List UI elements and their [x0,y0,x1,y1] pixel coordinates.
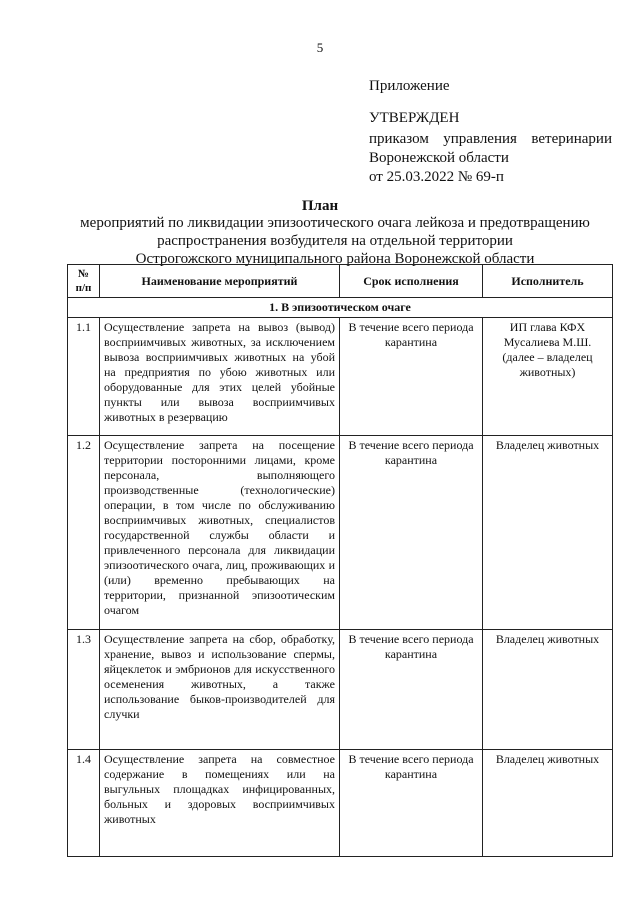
order-line-3: от 25.03.2022 № 69-п [369,169,504,185]
plan-title: План [301,198,339,214]
header-executor: Исполнитель [483,265,613,298]
row-activity: Осуществление запрета на совместное содержание в помещениях или на выгульных площадках инфицированных, больных и здоровых восприимчивых животных [100,750,340,857]
row-activity: Осуществление запрета на вывоз (вывод) восприимчивых животных, за исключением вывоза восприимчивых животных на убой на предприятия по убою животных или оборудованные для этих целей убойные пункты или вывоза восприимчивых животных в резервацию [100,318,340,436]
page-number: 5 [316,40,324,55]
table-row [68,630,613,750]
row-num: 1.3 [68,630,100,750]
row-term: В течение всего периода карантина [340,630,483,750]
row-num: 1.2 [68,436,100,630]
table-row [68,750,613,857]
appendix-label: Приложение [369,78,450,94]
table-header-row [68,265,613,298]
row-num: 1.4 [68,750,100,857]
header-num [68,265,100,298]
row-term: В течение всего периода карантина [340,436,483,630]
order-reference [369,130,612,187]
row-num: 1.1 [68,318,100,436]
section-title: 1. В эпизоотическом очаге [68,298,613,318]
header-name: Наименование мероприятий [100,265,340,298]
row-executor: Владелец животных [483,436,613,630]
row-executor: Владелец животных [483,750,613,857]
header-num-symbol: № [77,268,90,280]
row-executor: Владелец животных [483,630,613,750]
table-row [68,436,613,630]
row-activity: Осуществление запрета на сбор, обработку, хранение, вывоз и использование спермы, яйцеклеток и эмбрионов для искусственного осеменения животных, а также использование быков-производителей для случки [100,630,340,750]
plan-subtitle-line-1: мероприятий по ликвидации эпизоотического очага лейкоза и предотвращению [80,215,590,231]
row-term: В течение всего периода карантина [340,318,483,436]
table-row [68,318,613,436]
plan-subtitle-line-3: Острогожского муниципального района Воронежской области [135,251,535,267]
row-activity: Осуществление запрета на посещение территории посторонними лицами, кроме персонала, выполняющего производственные (технологические) операции, в том числе по обслуживанию восприимчивых животных, специалистов государственной службы области и привлеченного персонала для ликвидации эпизоотического очага, лиц, проживающих и (или) временно пребывающих на территории, признанной эпизоотическим очагом [100,436,340,630]
order-line-2: Воронежской области [369,150,509,166]
header-term: Срок исполнения [340,265,483,298]
row-term: В течение всего периода карантина [340,750,483,857]
section-row [68,298,613,318]
measures-table [67,264,613,857]
approved-label: УТВЕРЖДЕН [369,110,460,126]
order-line-1: приказом управления ветеринарии [369,131,612,147]
header-num-abbr: п/п [75,282,92,294]
plan-subtitle-line-2: распространения возбудителя на отдельной территории [157,233,513,249]
plan-subtitle [70,214,600,268]
row-executor: ИП глава КФХ Мусалиева М.Ш. (далее – владелец животных) [483,318,613,436]
